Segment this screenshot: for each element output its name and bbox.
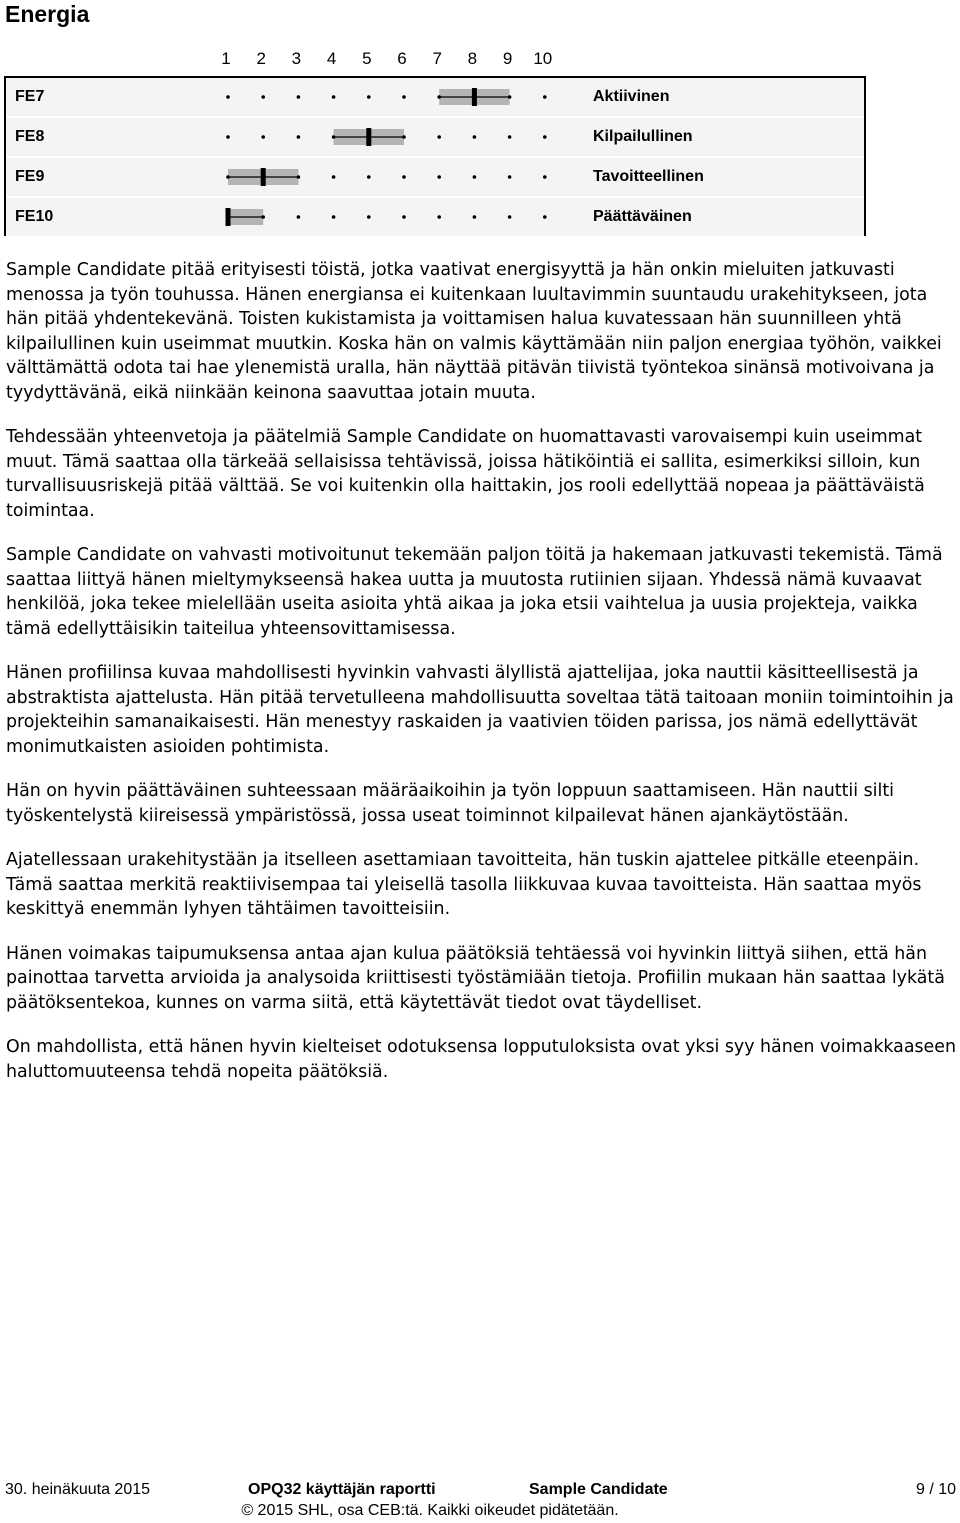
scale-dot [367, 215, 371, 219]
scale-number: 5 [362, 49, 372, 68]
scale-dot [437, 135, 441, 139]
score-marker [261, 168, 266, 186]
scale-number: 9 [502, 49, 513, 68]
scale-code: FE10 [15, 208, 54, 225]
scale-code: FE7 [15, 88, 45, 105]
scale-dot [473, 135, 477, 139]
scale-dot [508, 215, 512, 219]
score-scale [6, 198, 586, 236]
scale-dot [473, 215, 477, 219]
footer-copyright: © 2015 SHL, osa CEB:tä. Kaikki oikeudet pidätetään. [241, 1502, 619, 1519]
scale-dot [226, 175, 230, 179]
scale-number-header [0, 48, 960, 70]
footer-report-name: OPQ32 käyttäjän raportti [248, 1481, 436, 1498]
scale-dot [402, 175, 406, 179]
scale-dot [261, 135, 265, 139]
page-footer [0, 1479, 960, 1523]
scale-dot [261, 95, 265, 99]
scale-label: Päättäväinen [593, 208, 692, 225]
scale-number: 7 [432, 49, 442, 68]
profile-row [6, 158, 864, 196]
scale-dot [367, 95, 371, 99]
paragraph-8: On mahdollista, että hänen hyvin kielteiset odotuksensa lopputuloksista ovat yksi syy hänen voimakkaaseen haluttomuuteensa tehdä nopeita päätöksiä. [6, 1037, 956, 1082]
profile-row [6, 78, 864, 116]
scale-dot [367, 175, 371, 179]
paragraph-7: Hänen voimakas taipumuksensa antaa ajan kulua päätöksiä tehtäessä voi hyvinkin liittyä siihen, että hän painottaa tarvetta arvioida ja analysoida kriittisesti työstämiään tietoja. Profiilin mukaan hän saattaa lykätä päätöksentekoa, kunnes on varma siitä, että käytettävät tiedot ovat täydelliset. [6, 943, 945, 1013]
footer-page-number: 9 / 10 [915, 1481, 956, 1498]
paragraph-4: Hänen profiilinsa kuvaa mahdollisesti hyvinkin vahvasti älyllistä ajattelijaa, joka nauttii käsitteellisestä ja abstraktista ajattelusta. Hän pitää tervetulleena mahdollisuutta soveltaa tätä taitoaan moniin toimintoihin ja projekteihin samanaikaisesti. Hän menestyy raskaiden ja vaativien töiden parissa, jos nämä edellyttävät monimutkaisten asioiden pohtimista. [6, 663, 954, 757]
scale-number: 1 [221, 49, 231, 68]
profile-row [6, 198, 864, 236]
report-body [6, 258, 956, 1104]
score-scale [6, 78, 586, 116]
scale-dot [297, 135, 301, 139]
scale-label: Aktiivinen [593, 88, 670, 105]
paragraph-5: Hän on hyvin päättäväinen suhteessaan määräaikoihin ja työn loppuun saattamiseen. Hän nauttii silti työskentelystä kiireisessä ympäristössä, jossa useat toiminnot kilpailevat hänen ajankäytöstään. [6, 781, 894, 826]
scale-code: FE9 [15, 168, 45, 185]
profile-chart [4, 76, 866, 236]
scale-dot [543, 95, 547, 99]
profile-row [6, 118, 864, 156]
scale-dot [332, 175, 336, 179]
score-marker [366, 128, 371, 146]
scale-dot [543, 215, 547, 219]
scale-dot [402, 215, 406, 219]
scale-dot [226, 135, 230, 139]
scale-dot [402, 95, 406, 99]
scale-dot [437, 215, 441, 219]
scale-label: Kilpailullinen [593, 128, 693, 145]
scale-dot [332, 135, 336, 139]
score-scale [6, 118, 586, 156]
scale-dot [261, 215, 265, 219]
paragraph-2: Tehdessään yhteenvetoja ja päätelmiä Sample Candidate on huomattavasti varovaisempi kuin useimmat muut. Tämä saattaa olla tärkeää sellaisissa tehtävissä, joissa hätiköintiä ei sallita, esimerkiksi silloin, kun turvallisuusriskejä pitää välttää. Se voi kuitenkin olla haittakin, jos rooli edellyttää nopeaa ja päättäväistä toimintaa. [6, 427, 925, 521]
scale-dot [473, 175, 477, 179]
scale-dot [332, 95, 336, 99]
paragraph-3: Sample Candidate on vahvasti motivoitunut tekemään paljon töitä ja hakemaan jatkuvasti tekemistä. Tämä saattaa liittyä hänen mieltymykseensä hakea uutta ja muutosta rutiinien sijaan. Yhdessä nämä kuvaavat henkilöä, joka tekee mielellään useita asioita yhtä aikaa ja joka etsii vaihtelua ja uusia projekteja, vaikka tämä edellyttäisikin taiteilua yhteensovittamisessa. [6, 545, 943, 639]
footer-candidate-name: Sample Candidate [529, 1481, 668, 1498]
footer-date: 30. heinäkuuta 2015 [5, 1481, 151, 1498]
scale-dot [543, 175, 547, 179]
scale-dot [508, 175, 512, 179]
scale-dot [508, 95, 512, 99]
scale-dot [226, 95, 230, 99]
scale-dot [332, 215, 336, 219]
scale-dot [297, 215, 301, 219]
section-title: Energia [5, 1, 90, 27]
scale-dot [437, 175, 441, 179]
scale-code: FE8 [15, 128, 45, 145]
scale-dot [437, 95, 441, 99]
score-marker [226, 208, 231, 226]
scale-number: 10 [533, 49, 553, 68]
scale-number: 3 [291, 49, 302, 68]
score-scale [6, 158, 586, 196]
scale-dot [543, 135, 547, 139]
score-marker [472, 88, 477, 106]
scale-dot [402, 135, 406, 139]
scale-dot [508, 135, 512, 139]
scale-number: 4 [326, 49, 337, 68]
scale-dot [297, 175, 301, 179]
scale-dot [297, 95, 301, 99]
scale-label: Tavoitteellinen [593, 168, 704, 185]
scale-number: 6 [397, 49, 407, 68]
scale-number: 8 [467, 49, 478, 68]
paragraph-6: Ajatellessaan urakehitystään ja itselleen asettamiaan tavoitteita, hän tuskin ajattelee pitkälle eteenpäin. Tämä saattaa merkitä reaktiivisempaa tai yleisellä tasolla liikkuvaa kuvaa tavoitteista. Hän saattaa myös keskittyä enemmän lyhyen tähtäimen tavoitteisiin. [6, 850, 922, 919]
paragraph-1: Sample Candidate pitää erityisesti töistä, jotka vaativat energisyyttä ja hän onkin mieluiten jatkuvasti menossa ja työn touhussa. Hänen energiansa ei kuitenkaan luultavimmin suuntaudu urakehitykseen, jota hän pitää yhdentekevänä. Toisten kukistamista ja voittamisen halua kuvatessaan hän suunnilleen yhtä kilpailullinen kuin useimmat muutkin. Koska hän on valmis käyttämään niin paljon energiaa työhön, vaikkei välttämättä odota tai hae ylenemistä uralla, hän näyttää pitävän tiivistä työntekoa sinänsä motivoivana ja tyydyttävänä, eikä niinkään keinona saavuttaa jotain muuta. [6, 260, 942, 403]
scale-number: 2 [256, 49, 266, 68]
